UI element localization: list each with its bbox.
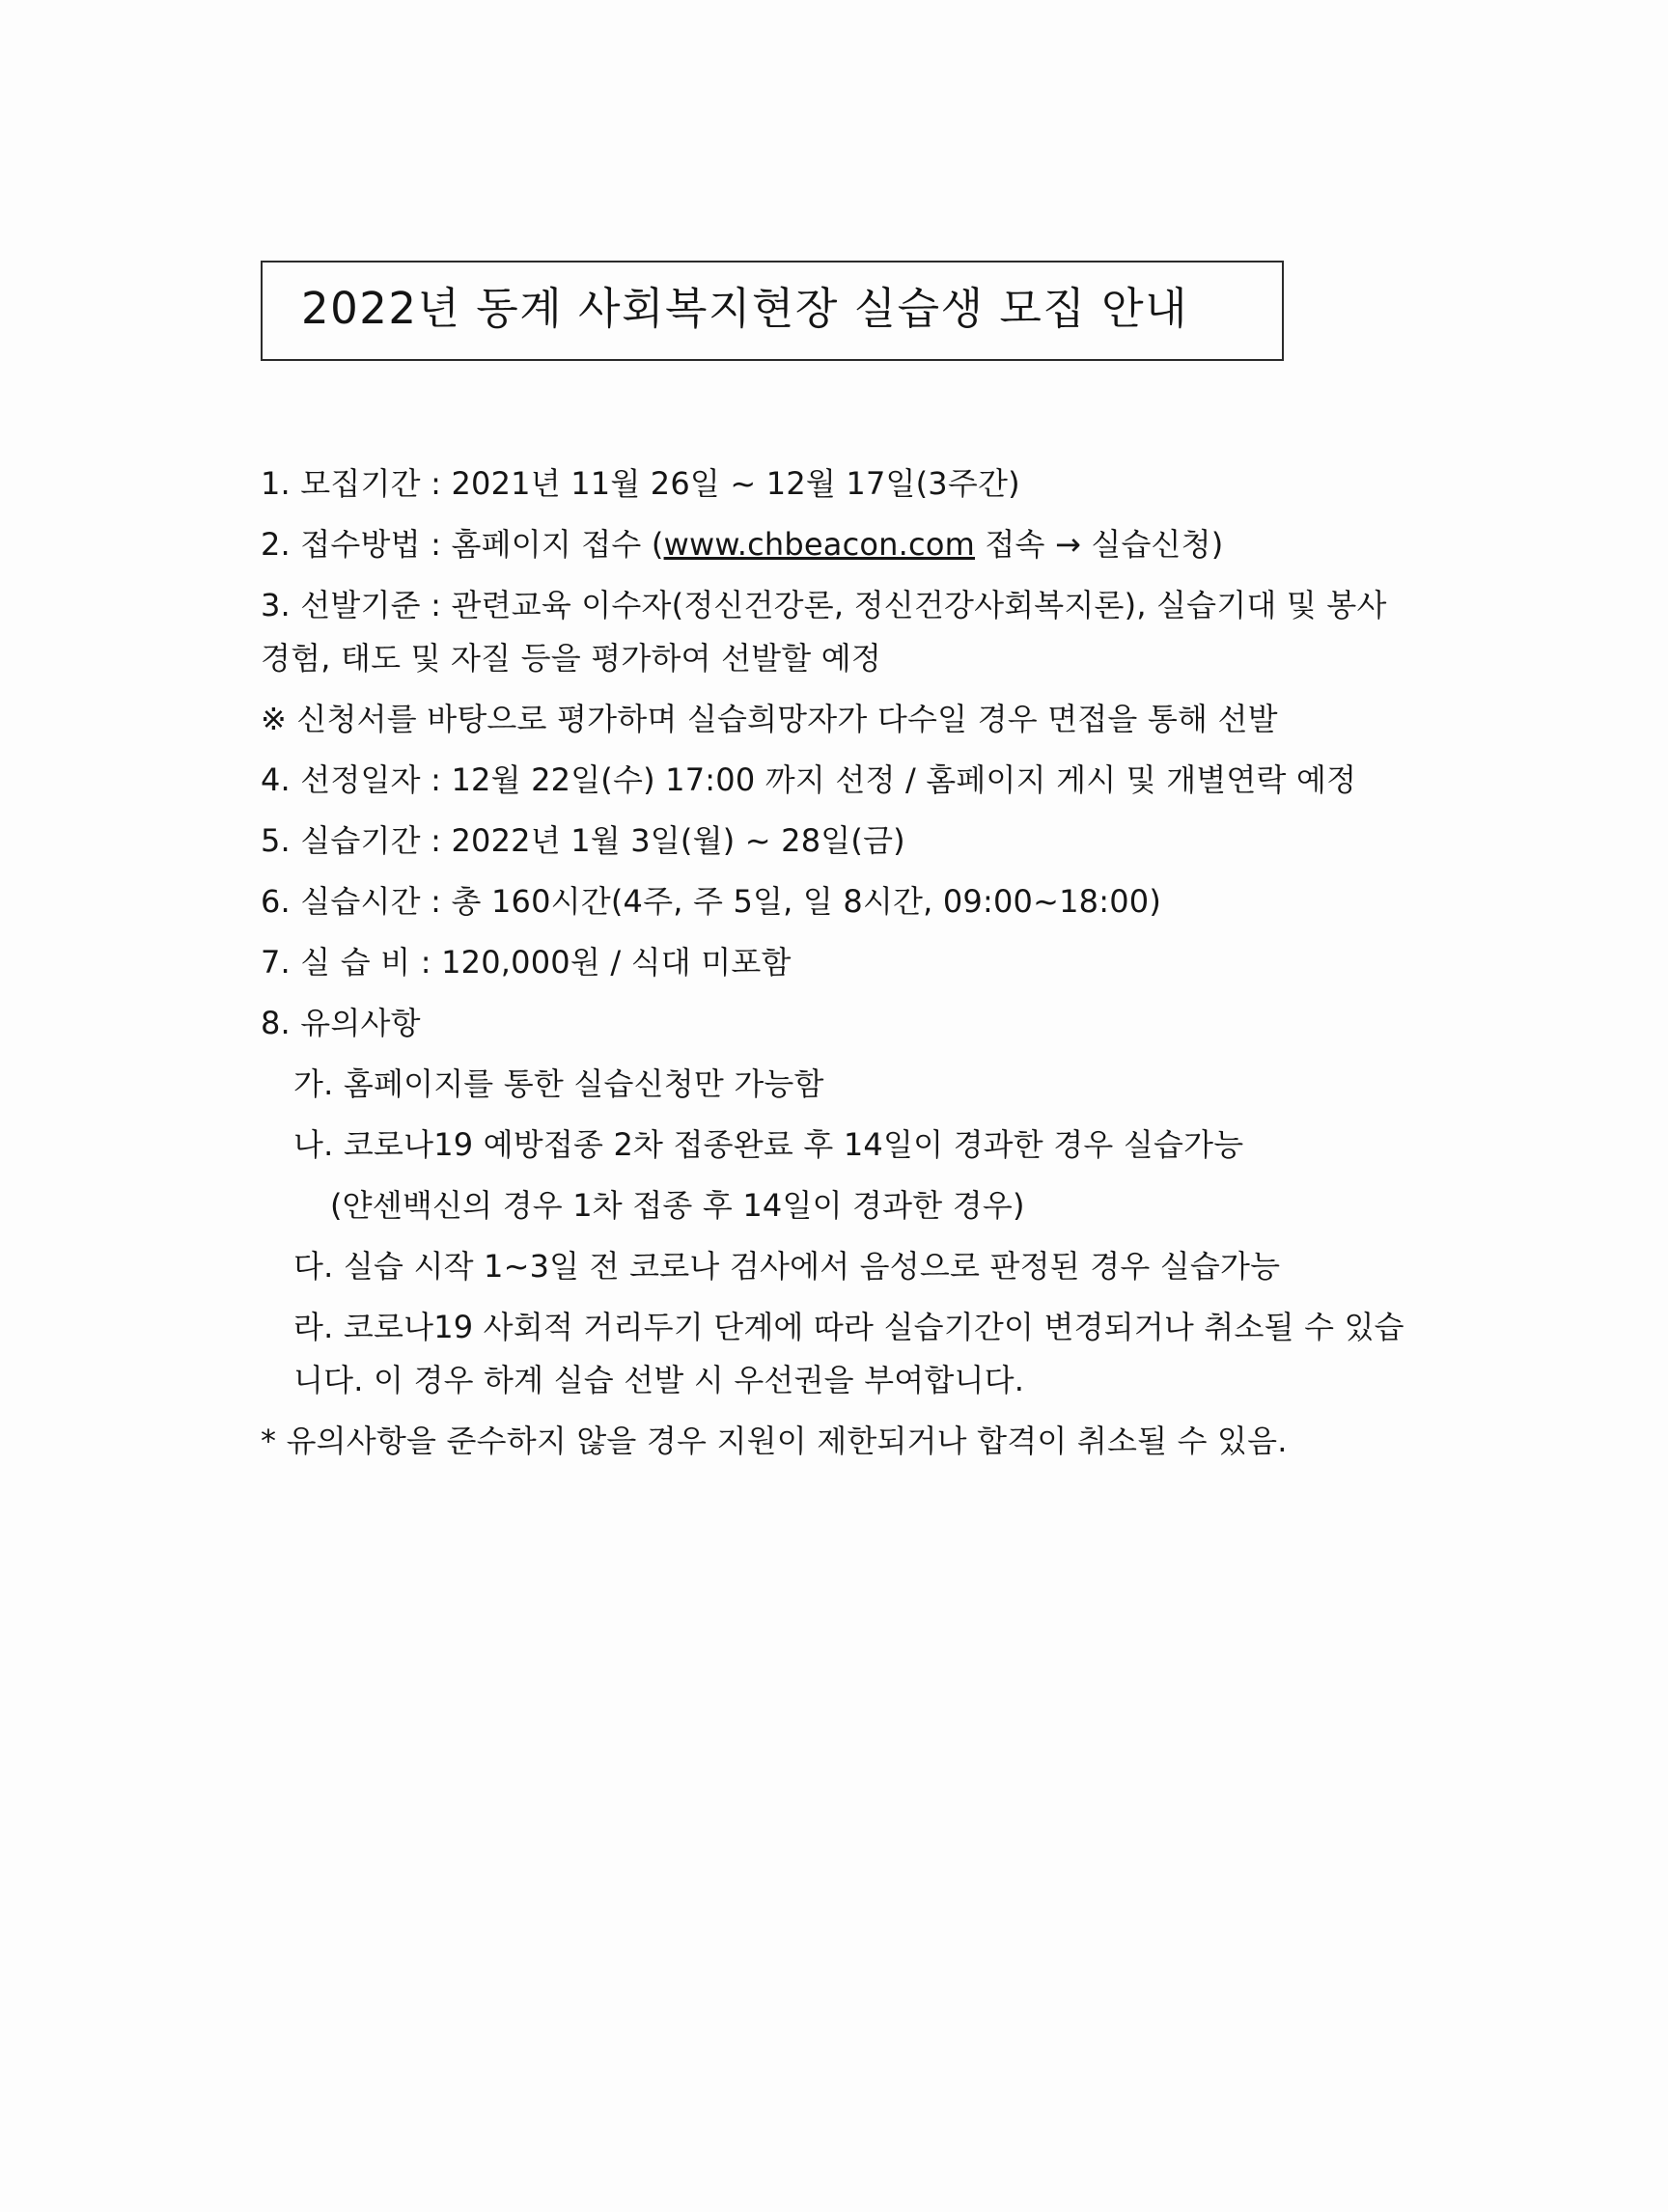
item-selection-note: ※ 신청서를 바탕으로 평가하며 실습희망자가 다수일 경우 면접을 통해 선발 <box>261 700 1278 737</box>
item-selection-criteria: 3. 선발기준 : 관련교육 이수자(정신건강론, 정신건강사회복지론), 실습기대 및 봉사경험, 태도 및 자질 등을 평가하여 선발할 예정 <box>261 586 1387 677</box>
application-method-prefix: 2. 접수방법 : 홈페이지 접수 ( <box>261 525 664 563</box>
note-na: 나. 코로나19 예방접종 2차 접종완료 후 14일이 경과한 경우 실습가능 <box>293 1126 1244 1164</box>
homepage-link[interactable]: www.chbeacon.com <box>663 525 975 563</box>
document-title-box <box>261 261 1284 361</box>
footnote: * 유의사항을 준수하지 않을 경우 지원이 제한되거나 합격이 취소될 수 있음. <box>261 1423 1288 1460</box>
note-ga: 가. 홈페이지를 통한 실습신청만 가능함 <box>293 1065 824 1103</box>
item-notes-heading: 8. 유의사항 <box>261 1005 421 1042</box>
application-method-suffix: 접속 → 실습신청) <box>974 525 1224 563</box>
note-ra: 라. 코로나19 사회적 거리두기 단계에 따라 실습기간이 변경되거나 취소될 수 있습니다. 이 경우 하계 실습 선발 시 우선권을 부여합니다. <box>293 1309 1404 1399</box>
note-na-sub: (얀센백신의 경우 1차 접종 후 14일이 경과한 경우) <box>330 1187 1025 1225</box>
note-da: 다. 실습 시작 1~3일 전 코로나 검사에서 음성으로 판정된 경우 실습가능 <box>293 1248 1281 1286</box>
item-practice-fee: 7. 실 습 비 : 120,000원 / 식대 미포함 <box>261 944 792 981</box>
item-practice-hours: 6. 실습시간 : 총 160시간(4주, 주 5일, 일 8시간, 09:00~18:00) <box>261 882 1162 920</box>
item-recruit-period: 1. 모집기간 : 2021년 11월 26일 ~ 12월 17일(3주간) <box>261 464 1020 502</box>
document-body <box>261 261 1409 1476</box>
item-application-method <box>261 518 1409 571</box>
item-selection-date: 4. 선정일자 : 12월 22일(수) 17:00 까지 선정 / 홈페이지 게시 및 개별연락 예정 <box>261 760 1357 798</box>
item-practice-period: 5. 실습기간 : 2022년 1월 3일(월) ~ 28일(금) <box>261 821 905 859</box>
page-title: 2022년 동계 사회복지현장 실습생 모집 안내 <box>301 283 1189 334</box>
